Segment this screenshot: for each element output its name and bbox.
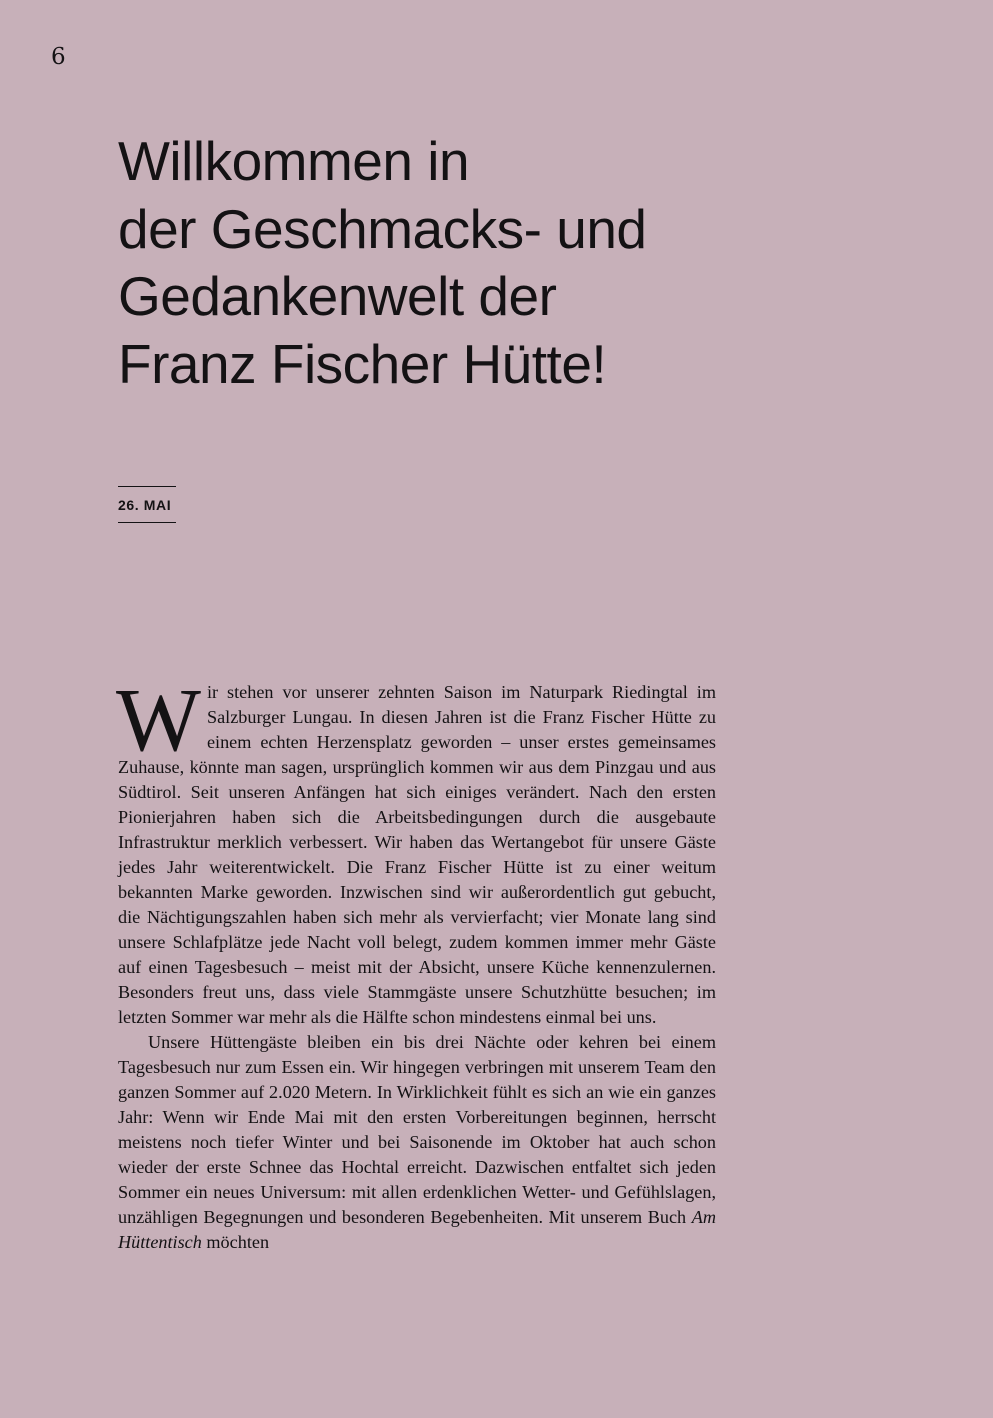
article-body <box>116 671 717 1255</box>
title-line-2: der Geschmacks- und <box>118 197 647 260</box>
paragraph-1-text: ir stehen vor unserer zehnten Saison im Naturpark Riedingtal im Salzburger Lungau. In diesen Jahren ist die Franz Fischer Hütte zu einem echten Herzensplatz geworden – unser erstes gemeinsames Zuhause, könnte man sagen, ursprünglich kommen wir aus dem Pinzgau und aus Südtirol. Seit unseren Anfängen hat sich einiges verändert. Nach den ersten Pionierjahren haben sich die Arbeitsbedingungen durch die ausgebaute Infrastruktur merklich verbessert. Wir haben das Wertangebot für unsere Gäste jedes Jahr weiterentwickelt. Die Franz Fischer Hütte ist zu einer weitum bekannten Marke geworden. Inzwischen sind wir außerordentlich gut gebucht, die Nächtigungszahlen haben sich mehr als vervierfacht; vier Monate lang sind unsere Schlafplätze jede Nacht voll belegt, zudem kommen immer mehr Gäste auf einen Tagesbesuch – meist mit der Absicht, unsere Küche kennenzulernen. Besonders freut uns, dass viele Stammgäste unsere Schutzhütte besuchen; im letzten Sommer war mehr als die Hälfte schon mindestens einmal bei uns. <box>118 682 716 1027</box>
title-line-1: Willkommen in <box>118 130 470 192</box>
paragraph-1 <box>116 671 716 1030</box>
date-label: 26. MAI <box>118 497 172 513</box>
page-number: 6 <box>51 44 66 70</box>
drop-cap: W <box>116 671 201 770</box>
date-marker <box>118 486 176 523</box>
title-line-4: Franz Fischer Hütte! <box>118 332 607 395</box>
paragraph-2-text: Unsere Hüttengäste bleiben ein bis drei Nächte oder kehren bei einem Tagesbesuch nur zum Essen ein. Wir hingegen verbringen mit unserem Team den ganzen Sommer auf 2.020 Metern. In Wirklichkeit fühlt es sich an wie ein ganzes Jahr: Wenn wir Ende Mai mit den ersten Vorbereitungen beginnen, herrscht meistens noch tiefer Winter und bei Saisonende im Oktober hat auch schon wieder der erste Schnee das Hochtal erreicht. Dazwischen entfaltet sich jeden Sommer ein neues Universum: mit allen erdenklichen Wetter- und Gefühlslagen, unzähligen Begegnungen und besonderen Begebenheiten. Mit unserem Buch <box>118 1032 716 1227</box>
book-title: Am Hüttentisch <box>118 1207 717 1252</box>
title-line-3: Gedankenwelt der <box>118 265 557 327</box>
page-title <box>118 128 878 398</box>
paragraph-2 <box>118 1030 716 1255</box>
paragraph-2-tail: möchten <box>206 1232 270 1252</box>
